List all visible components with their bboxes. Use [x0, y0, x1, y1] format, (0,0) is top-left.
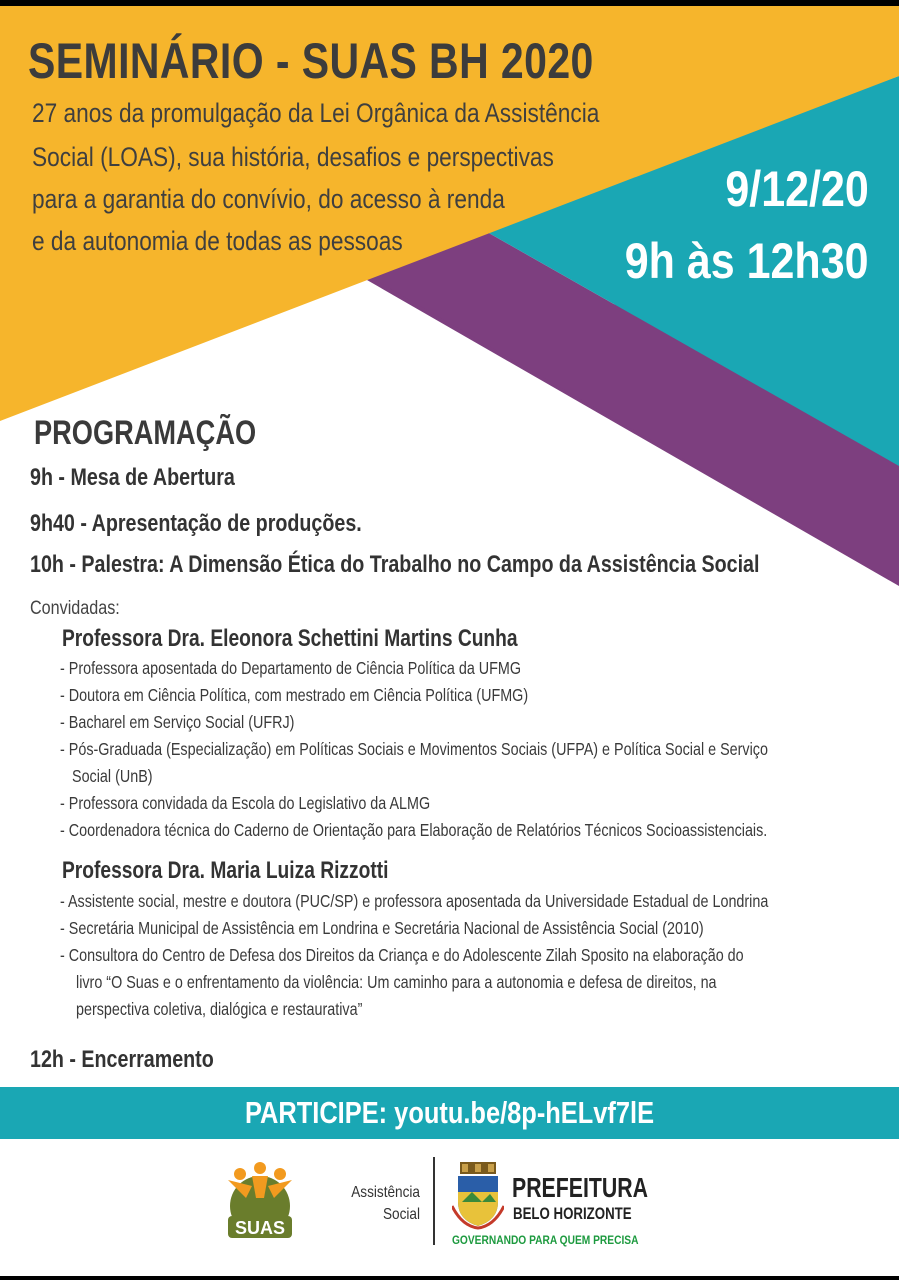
subtitle-line-1: 27 anos da promulgação da Lei Orgânica da Assistência — [32, 98, 600, 128]
speaker-2-bullet-cont: perspectiva coletiva, dialógica e restaurativa” — [76, 999, 363, 1019]
speaker-1-bullet-cont: Social (UnB) — [72, 766, 153, 786]
subtitle-line-4: e da autonomia de todas as pessoas — [32, 226, 403, 256]
subtitle-line-2: Social (LOAS), sua história, desafios e perspectivas — [32, 142, 554, 172]
invited-label: Convidadas: — [30, 598, 120, 619]
assist-line-2: Social — [382, 1206, 420, 1223]
seminar-title: SEMINÁRIO - SUAS BH 2020 — [28, 33, 594, 89]
speaker-name-1: Professora Dra. Eleonora Schettini Martins Cunha — [62, 625, 518, 652]
program-item-lecture: 10h - Palestra: A Dimensão Ética do Trabalho no Campo da Assistência Social — [30, 551, 760, 578]
speaker-1-bullet: - Doutora em Ciência Política, com mestrado em Ciência Política (UFMG) — [60, 685, 529, 705]
event-time: 9h às 12h30 — [625, 233, 869, 289]
program-heading: PROGRAMAÇÃO — [34, 414, 257, 452]
subtitle-line-3: para a garantia do convívio, do acesso à renda — [32, 184, 505, 214]
pbh-slogan: GOVERNANDO PARA QUEM PRECISA — [452, 1233, 639, 1247]
footer-divider — [433, 1157, 435, 1245]
speaker-2-bullet: - Secretária Municipal de Assistência em Londrina e Secretária Nacional de Assistência Social (2010) — [60, 918, 704, 938]
program-item-opening: 9h - Mesa de Abertura — [30, 464, 235, 491]
pbh-name: PREFEITURA — [512, 1172, 648, 1203]
speaker-2-bullet-cont: livro “O Suas e o enfrentamento da violência: Um caminho para a autonomia e defesa de direitos, na — [76, 972, 717, 992]
speaker-1-bullet: - Bacharel em Serviço Social (UFRJ) — [60, 712, 295, 732]
speaker-1-bullet: - Coordenadora técnica do Caderno de Orientação para Elaboração de Relatórios Técnicos Socioassistenciais. — [60, 820, 768, 840]
pbh-city: BELO HORIZONTE — [513, 1204, 632, 1223]
pbh-crest-icon — [452, 1162, 504, 1230]
speaker-1-bullet: - Professora convidada da Escola do Legislativo da ALMG — [60, 793, 431, 813]
speaker-name-2: Professora Dra. Maria Luiza Rizzotti — [62, 857, 389, 884]
suas-logo — [222, 1158, 298, 1244]
suas-logo-text: SUAS — [234, 1218, 286, 1238]
program-item-closing: 12h - Encerramento — [30, 1046, 214, 1073]
program-item-presentations: 9h40 - Apresentação de produções. — [30, 510, 362, 537]
event-date: 9/12/20 — [725, 161, 869, 217]
assistencia-social-label — [344, 1182, 421, 1226]
speaker-2-bullet: - Consultora do Centro de Defesa dos Direitos da Criança e do Adolescente Zilah Sposito na elaboração do — [60, 945, 744, 965]
speaker-1-bullet: - Professora aposentada do Departamento de Ciência Política da UFMG — [60, 658, 522, 678]
youtube-link[interactable]: PARTICIPE: youtu.be/8p-hELvf7lE — [244, 1095, 655, 1130]
speaker-1-bullet: - Pós-Graduada (Especialização) em Políticas Sociais e Movimentos Sociais (UFPA) e Política Social e Serviço — [60, 739, 768, 759]
speaker-2-bullet: - Assistente social, mestre e doutora (PUC/SP) e professora aposentada da Universidade Estadual de Londrina — [60, 891, 769, 911]
assist-line-1: Assistência — [351, 1184, 420, 1201]
poster — [0, 6, 899, 1276]
